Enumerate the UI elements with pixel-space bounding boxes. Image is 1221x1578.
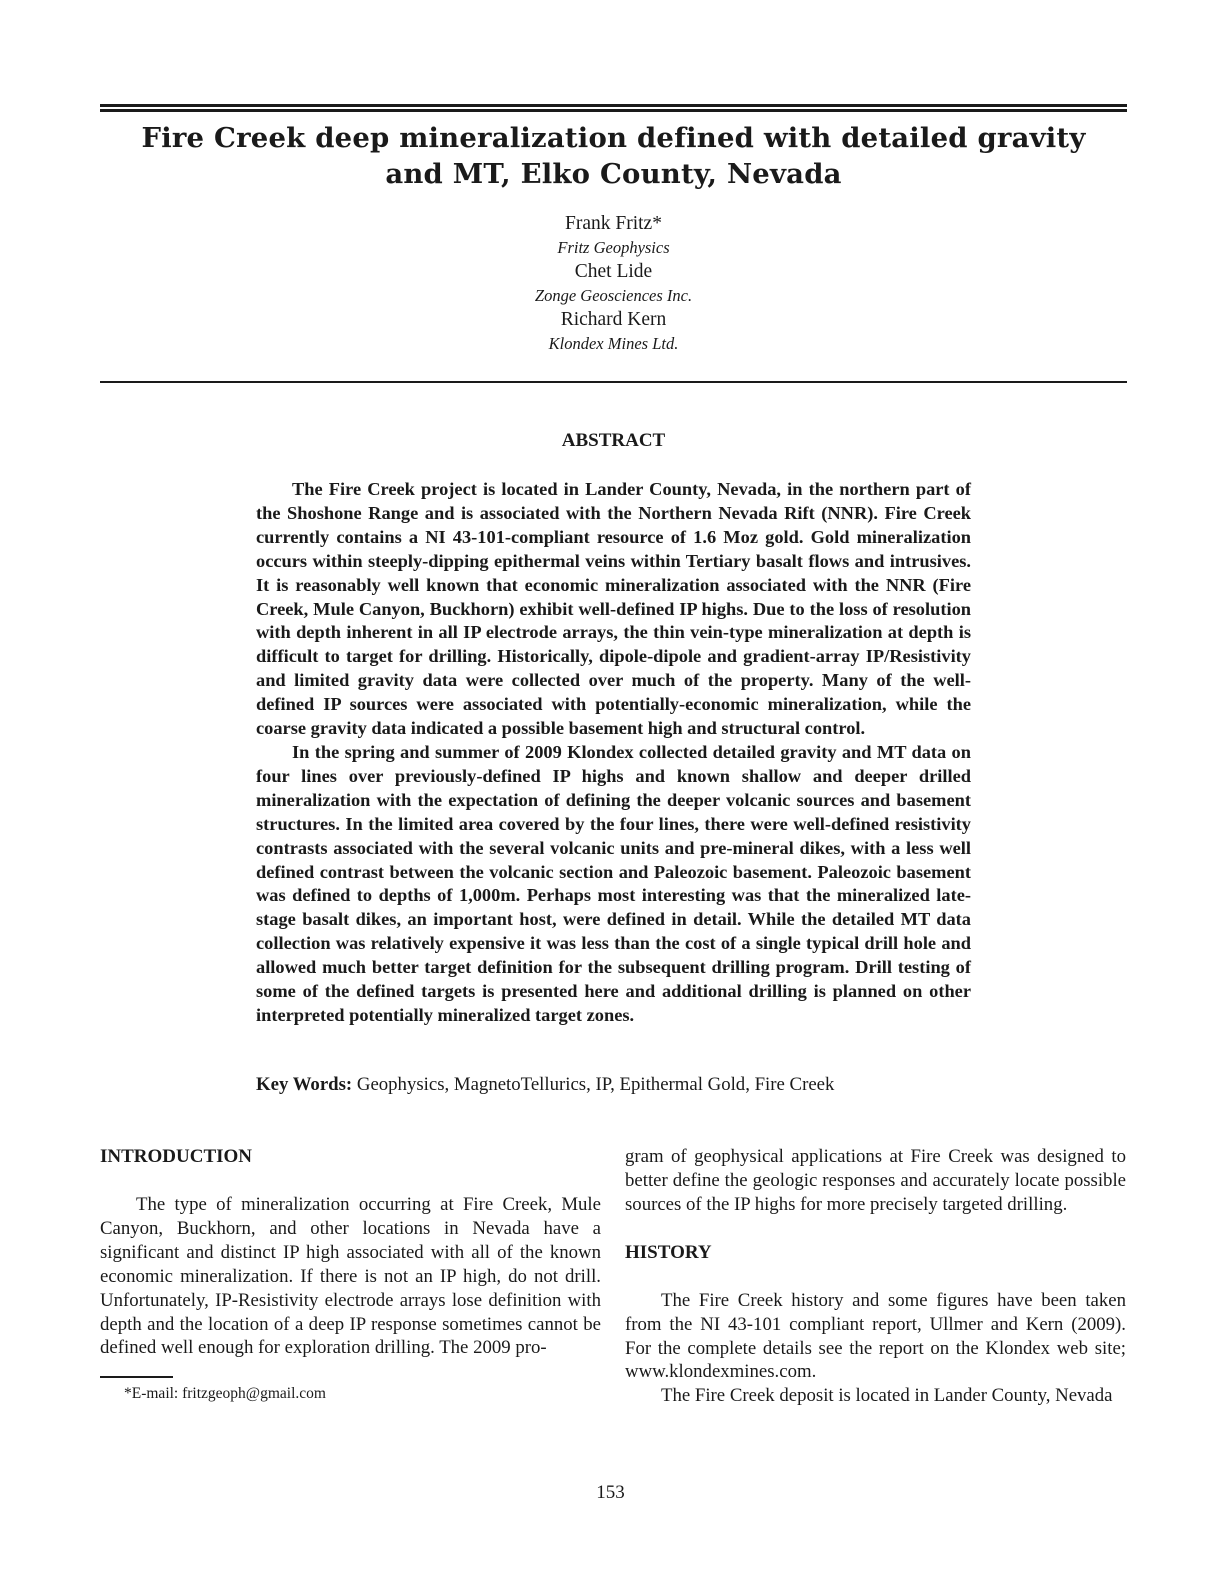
paper-title-line-2: and MT, Elko County, Nevada: [385, 158, 842, 190]
author-name: Frank Fritz*: [565, 213, 662, 234]
left-column: [100, 1145, 601, 1360]
abstract-paragraph: In the spring and summer of 2009 Klondex collected detailed gravity and MT data on four lines over previously-defined IP highs and known shallow and deeper drilled mineralization with the expectation of defining the deeper volcanic sources and basement structures. In the limited area covered by the four lines, there were well-defined resistivity contrasts associated with the several volcanic units and pre-mineral dikes, with a less well defined contrast between the volcanic section and Paleozoic basement. Paleozoic basement was defined to depths of 1,000m. Perhaps most interesting was that the mineralized late-stage basalt dikes, an important host, were defined in detail. While the detailed MT data collection was relatively expensive it was less than the cost of a single typical drill hole and allowed much better target definition for the subsequent drilling program. Drill testing of some of the defined targets is presented here and additional drilling is planned on other interpreted potentially mineralized target zones.: [256, 741, 971, 1025]
footnote-rule: [100, 1376, 173, 1378]
author-affiliation: Fritz Geophysics: [557, 238, 670, 257]
keywords-text: Geophysics, MagnetoTellurics, IP, Epithermal Gold, Fire Creek: [356, 1074, 835, 1095]
author-block: [100, 212, 1127, 356]
keywords-label: Key Words:: [256, 1074, 353, 1095]
right-column: [625, 1145, 1126, 1408]
paper-title: [100, 120, 1127, 192]
title-top-rule-1: [100, 104, 1127, 107]
header-bottom-rule: [100, 381, 1127, 383]
keywords: [256, 1073, 971, 1097]
abstract-body: [256, 478, 971, 1028]
footnote-email: *E-mail: fritzgeoph@gmail.com: [124, 1385, 326, 1402]
history-paragraph: The Fire Creek deposit is located in Lander County, Nevada: [661, 1385, 1113, 1407]
abstract-paragraph: The Fire Creek project is located in Lander County, Nevada, in the northern part of the Shoshone Range and is associated with the Northern Nevada Rift (NNR). Fire Creek currently contains a NI 43-101-compliant resource of 1.6 Moz gold. Gold mineralization occurs within steeply-dipping epithermal veins within Tertiary basalt flows and intrusives. It is reasonably well known that economic mineralization associated with the NNR (Fire Creek, Mule Canyon, Buckhorn) exhibit well-defined IP highs. Due to the loss of resolution with depth inherent in all IP electrode arrays, the thin vein-type mineralization at depth is difficult to target for drilling. Historically, dipole-dipole and gradient-array IP/Resistivity and limited gravity data were collected over much of the property. Many of the well-defined IP sources were associated with potentially-economic mineralization, while the coarse gravity data indicated a possible basement high and structural control.: [256, 479, 971, 739]
paper-title-line-1: Fire Creek deep mineralization defined with detailed gravity: [141, 122, 1086, 154]
page-number: 153: [596, 1482, 625, 1503]
author-name: Richard Kern: [560, 309, 667, 330]
introduction-paragraph: The type of mineralization occurring at Fire Creek, Mule Canyon, Buckhorn, and other locations in Nevada have a significant and distinct IP high associated with all of the known economic mineralization. If there is not an IP high, do not drill. Unfortunately, IP-Resistivity electrode arrays lose definition with depth and the location of a deep IP response sometimes cannot be defined well enough for exploration drilling. The 2009 pro-: [100, 1194, 601, 1359]
introduction-heading: INTRODUCTION: [100, 1146, 253, 1167]
history-heading: HISTORY: [625, 1241, 712, 1263]
introduction-continuation: gram of geophysical applications at Fire Creek was designed to better define the geologic responses and accurately locate possible sources of the IP highs for more precisely targeted drilling.: [625, 1146, 1126, 1215]
title-top-rule-2: [100, 109, 1127, 112]
abstract-heading: ABSTRACT: [561, 430, 666, 451]
author-affiliation: Zonge Geosciences Inc.: [534, 286, 693, 305]
author-affiliation: Klondex Mines Ltd.: [548, 334, 679, 353]
author-name: Chet Lide: [574, 261, 653, 282]
history-paragraph: The Fire Creek history and some figures have been taken from the NI 43-101 compliant report, Ullmer and Kern (2009). For the complete details see the report on the Klondex web site; www.klondexmines.com.: [625, 1289, 1126, 1383]
